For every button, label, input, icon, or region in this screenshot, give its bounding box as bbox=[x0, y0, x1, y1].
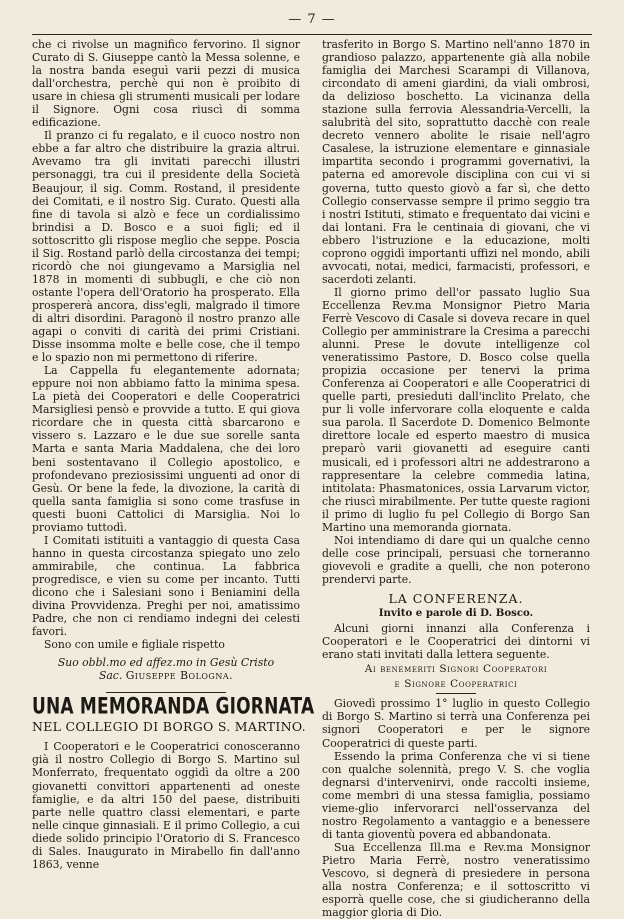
signoff-prefix: Sac. bbox=[98, 669, 123, 683]
address-rule bbox=[436, 693, 476, 694]
article-title: UNA MEMORANDA GIORNATA bbox=[32, 694, 315, 721]
letter-address-line: e Signore Cooperatrici bbox=[394, 677, 518, 690]
paragraph: Giovedì prossimo 1° luglio in questo Collegio di Borgo S. Martino si terrà una Conferenza pei signori Cooperatori e per le signore Cooperatrici di queste parti. bbox=[322, 697, 590, 750]
header-rule bbox=[32, 34, 592, 35]
paragraph: La Cappella fu elegantemente adornata; eppure noi non abbiamo fatto la minima spesa. La pietà dei Cooperatori e delle Cooperatrici Marsigliesi pensò e provvide a tutto. E qui giova ricordare che in questa città sbarcarono e vissero s. Lazzaro e le due sue sorelle santa Marta e santa Maria Maddalena, che dei loro beni sostentavano il Collegio apostolico, e profondevano preziosissimi unguenti ad onor di Gesù. Or bene la fede, la divozione, la carità di quella santa famiglia si sono come trasfuse in questi buoni Cattolici di Marsiglia. Noi lo proviamo tuttodì. bbox=[32, 364, 300, 534]
paragraph: Il giorno primo dell'or passato luglio Sua Eccellenza Rev.ma Monsignor Pietro Maria Ferrè Vescovo di Casale si doveva recare in quel Collegio per amministrare la Cresima a parecchi alunni. Prese le dovute intelligenze col veneratissimo Pastore, D. Bosco colse quella propizia occasione per tenervi la prima Conferenza ai Cooperatori e alle Cooperatrici di quelle parti, presieduti dall'inclito Prelato, che pur li volle infervorare colla eloquente e calda sua parola. Il Sacerdote D. Domenico Belmonte direttore locale ed esperto maestro di musica preparò varii giovanetti ad eseguire canti musicali, ed i professori altri ne addestrarono a rappresentare la celebre commedia latina, intitolata: Phasmatonices, ossia Larvarum victor, che riuscì mirabilmente. Per tutte queste ragioni il primo di luglio fu pel Collegio di Borgo San Martino una memoranda giornata. bbox=[322, 285, 590, 534]
page-number: — 7 — bbox=[288, 12, 336, 27]
letter-signoff bbox=[32, 656, 300, 682]
article-subtitle: NEL COLLEGIO DI BORGO S. MARTINO. bbox=[32, 719, 306, 735]
section-subtitle: Invito e parole di D. Bosco. bbox=[378, 607, 534, 620]
paragraph: Il pranzo ci fu regalato, e il cuoco nostro non ebbe a far altro che distribuire la grazia altrui. Avevamo tra gli invitati parecchi illustri personaggi, tra cui il presidente della Società Beaujour, il sig. Comm. Rostand, il presidente dei Comitati, e il nostro Sig. Curato. Questi alla fine di tavola si alzò e fece un cordialissimo brindisi a D. Bosco e a suoi figli; ed il sottoscritto gli rispose meglio che seppe. Poscia il Sig. Rostand parlò della circostanza dei tempi; ricordò che noi giungevamo a Marsiglia nel 1878 in momenti di subbugli, e che ciò non ostante l'opera dell'Oratorio ha prosperato. Ella prospererà ancora, diss'egli, malgrado il timore di altri disordini. Paragonò il nostro pranzo alle agapi o conviti di carità dei primi Cristiani. Disse insomma molte e belle cose, che il tempo e lo spazio non mi permettono di riferire. bbox=[32, 129, 300, 365]
paragraph: che ci rivolse un magnifico fervorino. Il signor Curato di S. Giuseppe cantò la Messa solenne, e la nostra banda eseguì varii pezzi di musica dall'orchestra, perchè qui non è proibito di usare in chiesa gli strumenti musicali per lodare il Signore. Ogni cosa riuscì di somma edificazione. bbox=[32, 38, 300, 130]
paragraph: Sua Eccellenza Ill.ma e Rev.ma Monsignor Pietro Maria Ferrè, nostro veneratissimo Vescovo, si degnerà di presiedere in persona alla nostra Conferenza; e il sottoscritto vi esporrà quelle cose, che si giudicheranno della maggior gloria di Dio. bbox=[322, 840, 590, 919]
paragraph: I Comitati istituiti a vantaggio di questa Casa hanno in questa circostanza spiegato uno zelo ammirabile, che continua. La fabbrica progredisce, e vien su come per incanto. Tutti dicono che i Salesiani sono i Beniamini della divina Provvidenza. Preghi per noi, amatissimo Padre, che non ci rendiamo indegni dei celesti favori. bbox=[32, 533, 300, 639]
signoff-signature bbox=[32, 669, 300, 682]
paragraph: Noi intendiamo di dare qui un qualche cenno delle cose principali, persuasi che torneranno giovevoli e gradite a quelli, che non poterono prendervi parte. bbox=[322, 533, 590, 586]
paragraph: Sono con umile e figliale rispetto bbox=[44, 638, 225, 652]
signoff-name: Giuseppe Bologna. bbox=[125, 669, 234, 683]
left-column bbox=[32, 38, 315, 871]
paragraph: trasferito in Borgo S. Martino nell'anno 1870 in grandioso palazzo, appartenente già alla nobile famiglia dei Marchesi Scarampi di Villanova, circondato di ameni giardini, da viali ombrosi, da delizioso boschetto. La vicinanza della stazione sulla ferrovia Alessandria-Vercelli, la salubrità del sito, soprattutto dacchè con reale decreto vennero abolite le risaie nell'agro Casalese, la istruzione elementare e ginnasiale impartita secondo i programmi governativi, la paterna ed amorevole disciplina con cui vi si governa, tutto questo giovò a far sì, che detto Collegio conservasse sempre il primo seggio tra i nostri Istituti, stimato e frequentato dai vicini e dai lontani. Fra le centinaia di giovani, che vi ebbero l'istruzione e la educazione, molti coprono oggidì importanti uffizi nel mondo, abili avvocati, notai, medici, farmacisti, professori, e sacerdoti zelanti. bbox=[322, 38, 590, 286]
section-title: LA CONFERENZA. bbox=[388, 590, 524, 606]
right-column bbox=[322, 38, 590, 919]
paragraph: Alcuni giorni innanzi alla Conferenza i Cooperatori e le Cooperatrici dei dintorni vi erano stati invitati dalla lettera seguente. bbox=[322, 622, 590, 662]
paragraph: Essendo la prima Conferenza che vi si tiene con qualche solennità, prego V. S. che voglia degnarsi d'intervenirvi, onde raccolti insieme, come membri di una stessa famiglia, possiamo vieme-glio infervorarci nell'osservanza del nostro Regolamento a vantaggio e a benessere di tanta gioventù povera ed abbandonata. bbox=[322, 749, 590, 841]
letter-address-line: Ai benemeriti Signori Cooperatori bbox=[364, 663, 548, 676]
paragraph: I Cooperatori e le Cooperatrici conosceranno già il nostro Collegio di Borgo S. Martino sul Monferrato, frequentato oggidì da oltre a 200 giovanetti convittori appartenenti ad oneste famiglie, e da altri 150 del paese, distribuiti parte nelle quattro classi elementari, e parte nelle cinque ginnasiali. E il primo Collegio, a cui diede solido principio l'Oratorio di S. Francesco di Sales. Inaugurato in Mirabello fin dall'anno 1863, venne bbox=[32, 740, 300, 871]
signoff-line: Suo obbl.mo ed affez.mo in Gesù Cristo bbox=[57, 656, 275, 670]
